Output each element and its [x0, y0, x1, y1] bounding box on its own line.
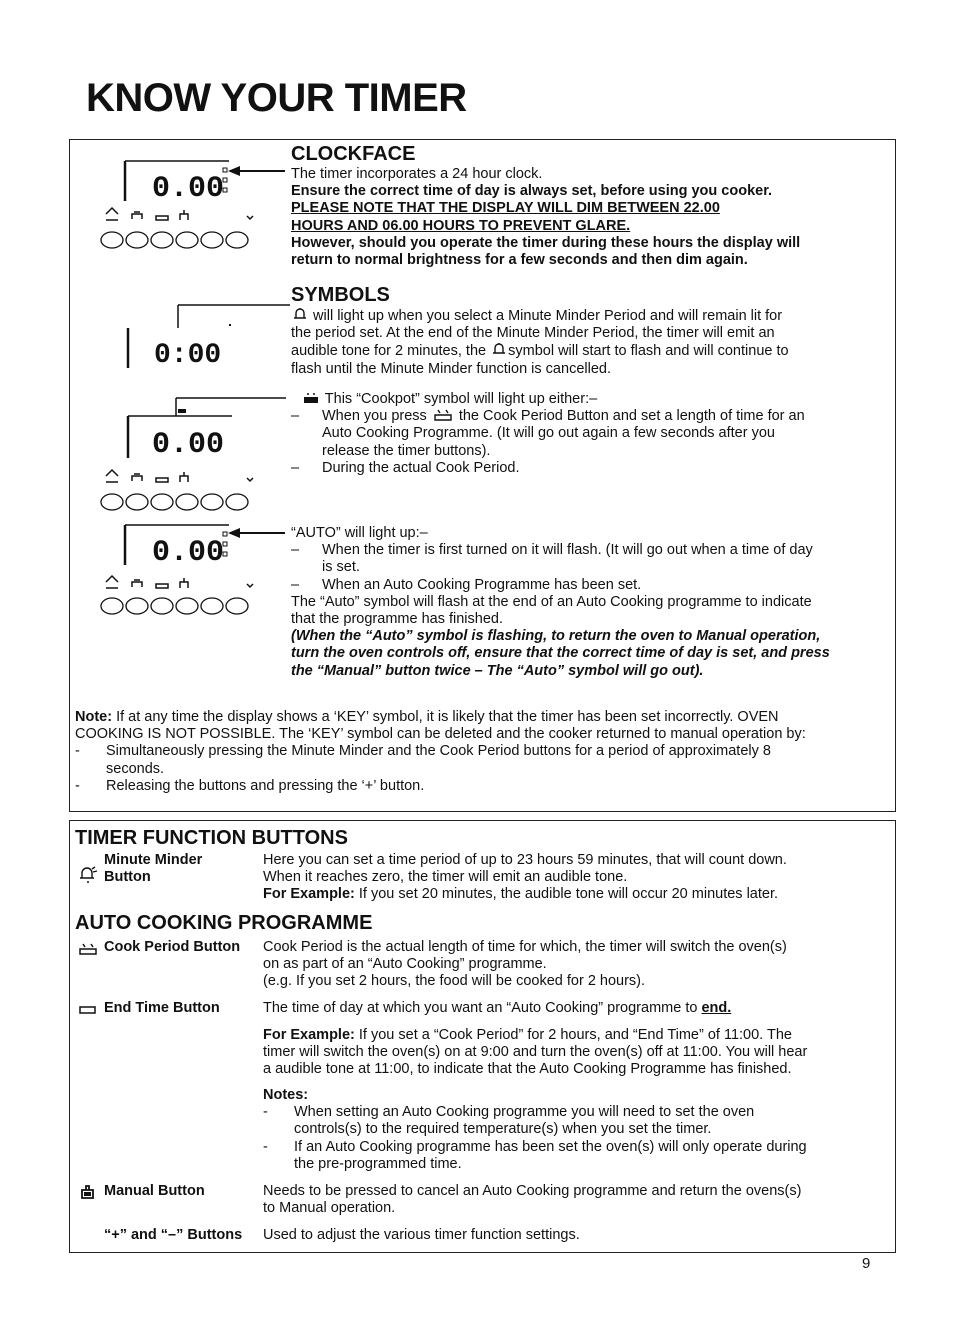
- list-dash: –: [291, 576, 300, 593]
- note-label: Note:: [75, 709, 113, 725]
- bell-icon: [291, 307, 309, 322]
- cookpot-icon: [301, 392, 321, 405]
- symbols-bell-text: will light up when you select a Minute Minder Period and will remain lit for: [313, 308, 783, 324]
- example-label: For Example:: [263, 886, 355, 903]
- cookpot-item-text: When you press: [322, 408, 427, 425]
- cook-period-label: Cook Period Button: [104, 939, 241, 955]
- symbols-bell-text: audible tone for 2 minutes, the: [291, 343, 487, 360]
- minute-minder-desc: When it reaches zero, the timer will emit an audible tone.: [263, 869, 628, 886]
- auto-display-diagram: [92, 518, 292, 622]
- auto-note-text: the “Manual” button twice – The “Auto” symbol will go out).: [291, 662, 704, 679]
- minute-minder-example: If you set 20 minutes, the audible tone will occur 20 minutes later.: [358, 886, 779, 903]
- symbols-section: [291, 283, 891, 378]
- symbols-bell-text: the period set. At the end of the Minute Minder Period, the timer will emit an: [291, 325, 775, 342]
- auto-item-text: When the timer is first turned on it will flash. (It will go out when a time of day: [322, 542, 813, 559]
- auto-item-text: is set.: [322, 559, 360, 576]
- note-text: COOKING IS NOT POSSIBLE. The ‘KEY’ symbol can be deleted and the cooker returned to manual operation by:: [75, 726, 806, 743]
- notes-label: Notes:: [263, 1087, 309, 1103]
- list-dash: –: [291, 459, 300, 476]
- end-time-example: timer will switch the oven(s) on at 9:00 and turn the oven(s) off at 11:00. You will hear: [263, 1044, 808, 1061]
- list-dash: –: [291, 408, 300, 425]
- clockface-line: However, should you operate the timer during these hours the display will: [291, 234, 801, 251]
- cook-period-desc: on as part of an “Auto Cooking” programme.: [263, 956, 547, 973]
- manual-desc: to Manual operation.: [263, 1200, 396, 1217]
- cookpot-button-icon: [431, 408, 455, 422]
- clockface-display-diagram: [92, 154, 292, 258]
- end-time-example: a audible tone at 11:00, to indicate that the Auto Cooking Programme has finished.: [263, 1061, 792, 1078]
- minute-minder-label: Minute Minder: [104, 852, 203, 868]
- list-dash: –: [291, 542, 300, 559]
- minute-minder-icon: [78, 866, 98, 884]
- notes-item-text: If an Auto Cooking programme has been set the oven(s) will only operate during: [294, 1138, 807, 1155]
- clockface-line: HOURS AND 06.00 HOURS TO PREVENT GLARE.: [291, 217, 631, 234]
- symbols-bell-text: symbol will start to flash and will continue to: [508, 343, 789, 360]
- manual-label: Manual Button: [104, 1183, 205, 1199]
- symbol-row-icons: [106, 208, 253, 220]
- end-time-label: End Time Button: [104, 1000, 220, 1016]
- clockface-heading: CLOCKFACE: [291, 143, 416, 165]
- cook-period-desc: Cook Period is the actual length of time for which, the timer will switch the oven(s): [263, 939, 787, 955]
- display-time-readout: 0.00: [152, 428, 225, 462]
- manual-desc: Needs to be pressed to cancel an Auto Cooking programme and return the ovens(s): [263, 1183, 802, 1199]
- timer-buttons-heading: TIMER FUNCTION BUTTONS: [75, 827, 348, 849]
- auto-item-text: When an Auto Cooking Programme has been set.: [322, 576, 642, 593]
- note-item-text: seconds.: [106, 760, 165, 777]
- auto-note-text: turn the oven controls off, ensure that the correct time of day is set, and press: [291, 645, 830, 662]
- clockface-section: [291, 142, 891, 269]
- page-title: KNOW YOUR TIMER: [86, 76, 467, 120]
- auto-programme-heading: AUTO COOKING PROGRAMME: [75, 912, 373, 934]
- list-dash: -: [75, 743, 80, 760]
- display-time-readout: 0:00: [154, 340, 222, 371]
- manual-icon: [78, 1183, 98, 1201]
- symbol-row-icons: [106, 470, 253, 482]
- note-item-text: Releasing the buttons and pressing the ‘+’ button.: [106, 777, 425, 794]
- bell-icon: [490, 342, 508, 357]
- display-time-readout: 0.00: [152, 536, 225, 570]
- page-number: 9: [862, 1255, 871, 1272]
- clockface-line: Ensure the correct time of day is always set, before using you cooker.: [291, 183, 773, 200]
- minute-minder-desc: Here you can set a time period of up to 23 hours 59 minutes, that will count down.: [263, 852, 787, 868]
- end-time-icon: [78, 1003, 98, 1017]
- cookpot-item-text: the Cook Period Button and set a length of time for an: [458, 408, 805, 425]
- cook-period-icon: [78, 941, 98, 957]
- cookpot-item-text: Auto Cooking Programme. (It will go out again a few seconds after you: [322, 425, 775, 442]
- notes-item-text: When setting an Auto Cooking programme you will need to set the oven: [294, 1104, 755, 1121]
- list-dash: -: [263, 1104, 268, 1121]
- end-time-example: If you set a “Cook Period” for 2 hours, and “End Time” of 11:00. The: [358, 1027, 792, 1043]
- notes-item-text: controls(s) to the required temperature(s) when you set the timer.: [294, 1121, 712, 1138]
- cookpot-display-diagram: [92, 392, 292, 516]
- symbols-heading: SYMBOLS: [291, 284, 390, 306]
- plus-minus-desc: Used to adjust the various timer function settings.: [263, 1227, 580, 1243]
- clockface-line: return to normal brightness for a few seconds and then dim again.: [291, 252, 748, 269]
- key-symbol-note: [75, 709, 890, 795]
- minute-minder-label: Button: [104, 869, 151, 886]
- button-row-icons: [101, 232, 248, 248]
- example-label: For Example:: [263, 1027, 355, 1043]
- cookpot-item-text: release the timer buttons).: [322, 442, 491, 459]
- end-time-emphasis: end.: [701, 1000, 732, 1016]
- cook-period-desc: (e.g. If you set 2 hours, the food will be cooked for 2 hours).: [263, 973, 646, 990]
- display-time-readout: 0.00: [152, 172, 225, 206]
- auto-section: [291, 525, 893, 680]
- auto-flash-text: that the programme has finished.: [291, 611, 503, 628]
- notes-item-text: the pre-programmed time.: [294, 1155, 462, 1172]
- symbols-bell-text: flash until the Minute Minder function is cancelled.: [291, 360, 611, 377]
- button-row-icons: [101, 598, 248, 614]
- auto-intro: “AUTO” will light up:–: [291, 525, 428, 541]
- cookpot-intro: This “Cookpot” symbol will light up either:–: [324, 391, 598, 407]
- symbol-row-icons: [106, 576, 253, 588]
- end-time-desc: The time of day at which you want an “Auto Cooking” programme to: [263, 1000, 698, 1016]
- clockface-line: PLEASE NOTE THAT THE DISPLAY WILL DIM BETWEEN 22.00: [291, 200, 720, 217]
- note-item-text: Simultaneously pressing the Minute Minder and the Cook Period buttons for a period of approximately 8: [106, 743, 771, 760]
- minute-minder-display-diagram: [118, 300, 298, 374]
- note-text: If at any time the display shows a ‘KEY’ symbol, it is likely that the timer has been set incorrectly. OVEN: [116, 709, 779, 725]
- auto-note-text: (When the “Auto” symbol is flashing, to return the oven to Manual operation,: [291, 628, 821, 645]
- cookpot-section: [291, 391, 891, 477]
- plus-minus-label: “+” and “–” Buttons: [104, 1227, 243, 1243]
- auto-flash-text: The “Auto” symbol will flash at the end of an Auto Cooking programme to indicate: [291, 593, 812, 610]
- clockface-line: The timer incorporates a 24 hour clock.: [291, 166, 543, 182]
- list-dash: -: [263, 1138, 268, 1155]
- button-row-icons: [101, 494, 248, 510]
- list-dash: -: [75, 777, 80, 794]
- cookpot-item-text: During the actual Cook Period.: [322, 459, 520, 476]
